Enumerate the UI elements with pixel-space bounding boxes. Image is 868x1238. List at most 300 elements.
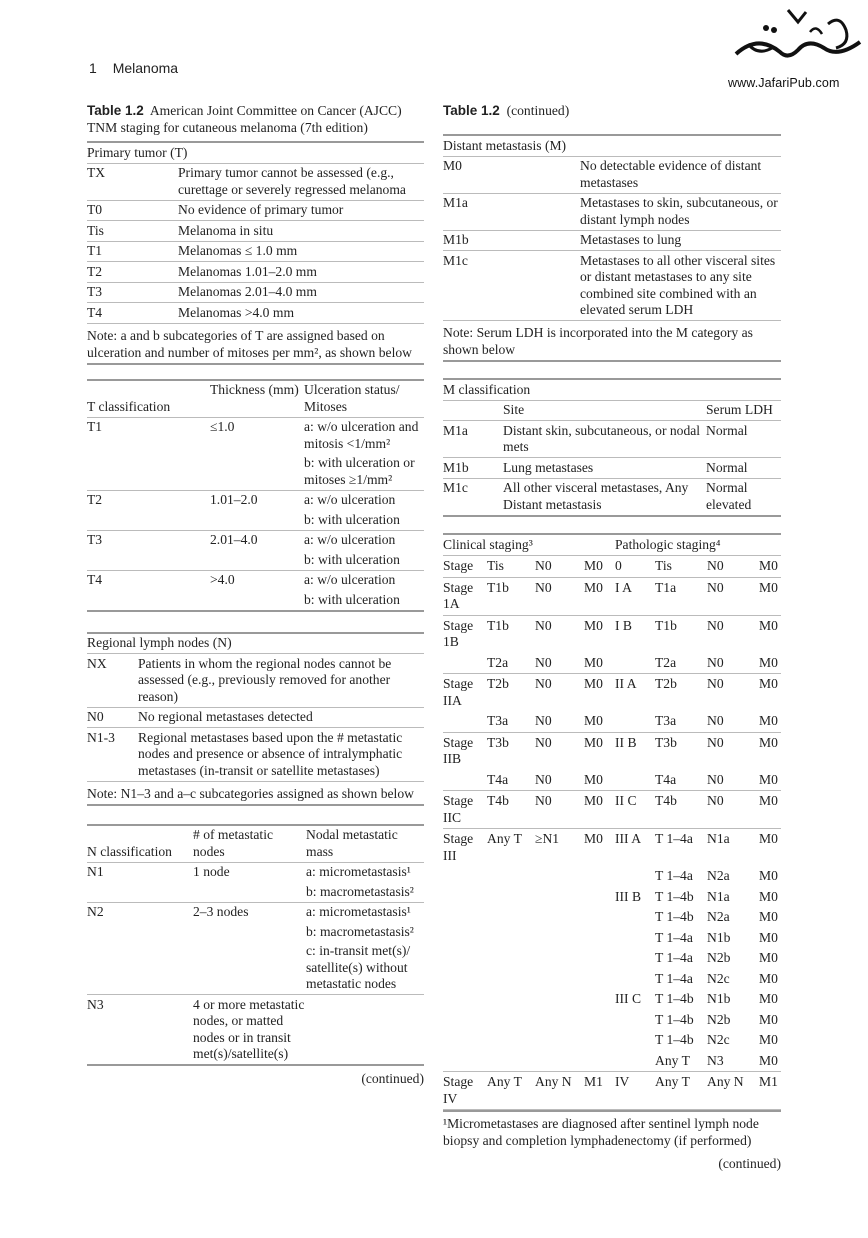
column-header: T classification — [87, 398, 171, 414]
column-header: Site — [503, 402, 525, 417]
cell: b: with ulceration — [304, 511, 400, 527]
column-header: Nodal metastatic mass — [306, 827, 398, 859]
cell — [584, 866, 615, 887]
cell — [87, 922, 193, 942]
cell: Metastases to skin, subcutaneous, or distant lymph nodes — [580, 195, 778, 227]
cell: N1b — [707, 929, 731, 945]
table-row — [443, 907, 781, 928]
table-row — [87, 200, 424, 221]
cell: N0 — [707, 558, 724, 573]
cell: Any T — [655, 1074, 690, 1089]
cell: N2a — [707, 909, 730, 924]
cell — [584, 887, 615, 908]
cell: T2b — [487, 676, 509, 691]
cell: M0 — [759, 793, 778, 808]
cell: I B — [615, 617, 632, 633]
cell: III C — [615, 991, 642, 1006]
table-label: Table 1.2 — [87, 103, 144, 118]
cell: Normal — [706, 422, 748, 438]
cell: Stage — [443, 558, 474, 573]
cell: T 1–4a — [655, 950, 693, 965]
cell — [615, 948, 655, 969]
table-row — [443, 674, 781, 712]
cell: M0 — [759, 676, 778, 691]
cell: N0 — [707, 579, 724, 595]
cell: N0 — [535, 654, 552, 670]
cell: M0 — [759, 950, 778, 965]
cell — [193, 882, 306, 902]
table-row — [87, 882, 424, 902]
cell — [443, 770, 487, 791]
table-row — [443, 948, 781, 969]
cell: Stage IV — [443, 1074, 474, 1106]
cell: Any T — [655, 1052, 690, 1068]
cell: N2c — [707, 970, 730, 986]
cell — [306, 995, 424, 1066]
page-number: 1 — [89, 60, 97, 76]
column-header: # of metastatic nodes — [193, 827, 274, 859]
cell: IV — [615, 1074, 630, 1089]
primary-tumor-table — [87, 141, 424, 365]
cell: M0 — [759, 1032, 778, 1047]
cell: N2b — [707, 950, 731, 965]
cell — [87, 510, 210, 530]
cell: T0 — [87, 202, 103, 217]
cell: N0 — [707, 617, 724, 633]
table-row — [443, 421, 781, 458]
cell: M0 — [759, 929, 778, 945]
cell: M1 — [759, 1074, 778, 1089]
table-row — [443, 829, 781, 867]
running-header — [89, 60, 178, 76]
cell: T3b — [655, 734, 677, 750]
cell — [584, 928, 615, 949]
cell: Regional metastases based upon the # metastatic nodes and presence or absence of intralymphatic metastases (in-transit or satellite metastases) — [138, 729, 403, 778]
table-row — [443, 711, 781, 732]
table-row — [443, 770, 781, 791]
cell: N0 — [535, 579, 552, 595]
table-row — [443, 458, 781, 479]
cell: a: w/o ulceration and mitosis <1/mm² — [304, 419, 419, 451]
table-row — [443, 928, 781, 949]
cell — [535, 928, 584, 949]
cell — [487, 1051, 535, 1072]
cell: M1 — [584, 1074, 603, 1089]
cell: All other visceral metastases, Any Distant metastasis — [503, 480, 689, 512]
table-row — [87, 942, 424, 995]
cell: b: with ulceration — [304, 591, 400, 607]
table-row — [443, 1010, 781, 1031]
cell: b: macrometastasis² — [306, 883, 414, 899]
cell — [210, 454, 304, 491]
cell — [535, 1030, 584, 1051]
cell — [87, 454, 210, 491]
cell: T3 — [87, 284, 103, 299]
cell: III A — [615, 831, 642, 846]
cell: N0 — [707, 734, 724, 750]
table-label: Table 1.2 — [443, 103, 500, 118]
footnote-block — [443, 1110, 781, 1151]
cell — [87, 590, 210, 611]
cell — [535, 887, 584, 908]
table-row — [443, 732, 781, 770]
cell: T 1–4a — [655, 929, 693, 945]
cell — [210, 510, 304, 530]
regional-nodes-table — [87, 632, 424, 806]
cell — [443, 653, 487, 674]
cell: Melanoma in situ — [178, 222, 274, 238]
header-row — [87, 380, 424, 418]
cell: T1b — [487, 579, 509, 595]
staging-table — [443, 533, 781, 1111]
cell: M1a — [443, 422, 468, 438]
cell: M0 — [443, 158, 462, 173]
cell — [535, 1051, 584, 1072]
cell: T4a — [487, 771, 509, 787]
cell — [443, 928, 487, 949]
cell — [487, 866, 535, 887]
cell — [615, 1051, 655, 1072]
cell: N0 — [707, 793, 724, 808]
cell: N0 — [535, 617, 552, 633]
cell: b: macrometastasis² — [306, 923, 414, 939]
cell: N0 — [707, 654, 724, 670]
header-row — [443, 400, 781, 421]
cell: Stage IIB — [443, 734, 474, 766]
calligraphy-logo-icon — [728, 4, 864, 76]
cell: a: w/o ulceration — [304, 572, 396, 587]
cell: 2.01–4.0 — [210, 532, 258, 547]
column-header: Ulceration status/ Mitoses — [304, 382, 400, 414]
table-row — [443, 791, 781, 829]
cell: T 1–4b — [655, 888, 694, 904]
cell: M0 — [759, 771, 778, 787]
cell: T3b — [487, 734, 509, 750]
n-classification-table — [87, 824, 424, 1067]
cell — [487, 907, 535, 928]
cell: Any T — [487, 831, 522, 846]
table-row — [443, 478, 781, 516]
table-row — [87, 303, 424, 324]
cell: Stage 1A — [443, 579, 474, 611]
cell: >4.0 — [210, 572, 235, 587]
cell: T 1–4a — [655, 868, 693, 883]
cell: M1c — [443, 480, 468, 495]
cell: 2–3 nodes — [193, 904, 249, 919]
cell — [210, 590, 304, 611]
cell: M0 — [759, 991, 778, 1006]
cell — [584, 969, 615, 990]
cell: N0 — [535, 713, 552, 728]
cell: N0 — [535, 793, 552, 808]
cell: Normal elevated — [706, 480, 752, 512]
table-row — [443, 230, 781, 251]
cell: T 1–4b — [655, 991, 694, 1006]
cell — [443, 907, 487, 928]
cell: M0 — [759, 831, 778, 846]
cell: T1b — [655, 617, 677, 633]
table-row — [87, 417, 424, 454]
cell: Normal — [706, 459, 748, 475]
cell: Any N — [535, 1074, 572, 1089]
table-caption: American Joint Committee on Cancer (AJCC) TNM staging for cutaneous melanoma (7th edition) — [87, 103, 402, 135]
table-row — [87, 862, 424, 882]
cell: N1a — [707, 831, 730, 846]
distant-metastasis-table — [443, 134, 781, 362]
cell — [615, 653, 655, 674]
cell: N0 — [535, 734, 552, 750]
column-header: N classification — [87, 843, 172, 859]
t-classification-table — [87, 379, 424, 612]
cell — [443, 1010, 487, 1031]
cell: c: in-transit met(s)/ satellite(s) without metastatic nodes — [306, 943, 411, 991]
cell: Any T — [487, 1074, 522, 1089]
cell: T 1–4b — [655, 909, 694, 924]
cell: T4 — [87, 304, 103, 320]
cell — [584, 948, 615, 969]
pathologic-staging-heading: Pathologic staging⁴ — [615, 536, 721, 552]
cell — [615, 711, 655, 732]
cell: M1c — [443, 252, 468, 268]
cell: 4 or more metastatic nodes, or matted nodes or in transit met(s)/satellite(s) — [193, 996, 305, 1061]
publisher-url: www.JafariPub.com — [728, 76, 840, 90]
cell — [615, 866, 655, 887]
cell: T4b — [487, 793, 509, 808]
cell: 1 node — [193, 864, 230, 879]
cell: N2a — [707, 868, 730, 883]
cell: a: w/o ulceration — [304, 532, 396, 547]
table-row — [87, 530, 424, 550]
cell: No regional metastases detected — [138, 709, 313, 724]
table-row — [87, 570, 424, 590]
table-title — [443, 102, 781, 119]
cell: N2c — [707, 1032, 730, 1047]
column-header: Serum LDH — [706, 402, 773, 417]
table-row — [87, 922, 424, 942]
cell: NX — [87, 655, 107, 671]
cell — [584, 989, 615, 1010]
cell — [193, 942, 306, 995]
table-row — [87, 902, 424, 922]
cell: a: micrometastasis¹ — [306, 864, 411, 879]
cell: M0 — [759, 579, 778, 595]
cell — [615, 907, 655, 928]
cell: T1 — [87, 243, 103, 258]
cell: M0 — [759, 970, 778, 986]
cell: M0 — [584, 654, 603, 670]
cell: T4a — [655, 771, 677, 787]
cell: N3 — [87, 996, 104, 1012]
cell: III B — [615, 888, 642, 904]
cell — [584, 1051, 615, 1072]
cell: M0 — [584, 831, 603, 846]
cell — [535, 907, 584, 928]
table-row — [87, 728, 424, 782]
column-header — [443, 400, 503, 421]
cell: Melanomas >4.0 mm — [178, 304, 295, 320]
publisher-logo — [728, 4, 864, 94]
table-row — [443, 1051, 781, 1072]
cell — [443, 711, 487, 732]
cell: M0 — [584, 558, 603, 573]
cell: Stage III — [443, 831, 474, 863]
cell: N2 — [87, 904, 104, 919]
cell: N1-3 — [87, 729, 115, 745]
cell: a: w/o ulceration — [304, 492, 396, 507]
cell: b: with ulceration or mitoses ≥1/mm² — [304, 455, 415, 487]
cell: N2b — [707, 1011, 731, 1027]
cell — [443, 1051, 487, 1072]
cell: 0 — [615, 558, 622, 573]
cell: N0 — [535, 676, 552, 691]
cell: M1b — [443, 232, 469, 247]
cell: T1a — [655, 579, 677, 595]
section-heading: M classification — [443, 381, 531, 397]
table-row — [87, 241, 424, 262]
table-row — [87, 262, 424, 283]
cell: T 1–4a — [655, 970, 693, 986]
cell: M0 — [759, 1052, 778, 1068]
cell: Any N — [707, 1074, 744, 1089]
cell — [487, 928, 535, 949]
table-row — [87, 221, 424, 242]
cell: No evidence of primary tumor — [178, 202, 344, 217]
cell — [443, 989, 487, 1010]
cell — [615, 1010, 655, 1031]
cell: T2a — [487, 654, 509, 670]
footnote: ¹Micrometastases are diagnosed after sentinel lymph node biopsy and completion lymphadenectomy (if performed) — [443, 1116, 759, 1148]
cell — [487, 1010, 535, 1031]
table-note: Note: Serum LDH is incorporated into the M category as shown below — [443, 325, 753, 357]
table-row — [443, 1030, 781, 1051]
header-row — [87, 825, 424, 863]
cell: Distant skin, subcutaneous, or nodal mets — [503, 422, 701, 454]
cell: Patients in whom the regional nodes cannot be assessed (e.g., previously removed for another reason) — [138, 655, 392, 704]
cell: T 1–4b — [655, 1011, 694, 1027]
cell: Melanomas 1.01–2.0 mm — [178, 263, 317, 279]
table-row — [87, 163, 424, 200]
cell: M1b — [443, 459, 469, 475]
cell: T3a — [487, 713, 509, 728]
cell — [87, 550, 210, 570]
cell: II B — [615, 734, 637, 750]
cell: N0 — [707, 713, 724, 728]
table-row — [87, 490, 424, 510]
cell: M0 — [759, 713, 778, 728]
cell: T 1–4a — [655, 831, 693, 846]
cell: T1b — [487, 617, 509, 633]
cell — [615, 969, 655, 990]
cell: T 1–4b — [655, 1032, 694, 1047]
cell: N0 — [707, 676, 724, 691]
table-row — [443, 251, 781, 321]
cell — [584, 907, 615, 928]
cell: I A — [615, 579, 632, 595]
table-row — [443, 866, 781, 887]
cell — [443, 1030, 487, 1051]
cell: T2a — [655, 654, 677, 670]
cell: M0 — [584, 617, 603, 633]
cell: b: with ulceration — [304, 551, 400, 567]
cell: T1 — [87, 419, 103, 434]
cell — [210, 550, 304, 570]
cell — [193, 922, 306, 942]
cell: M0 — [759, 909, 778, 924]
cell — [535, 1010, 584, 1031]
table-row — [443, 1072, 781, 1110]
table-row — [443, 577, 781, 615]
table-row — [443, 193, 781, 230]
table-row — [443, 556, 781, 578]
cell — [487, 948, 535, 969]
cell: N0 — [535, 771, 552, 787]
cell: Stage IIC — [443, 793, 474, 825]
cell: a: micrometastasis¹ — [306, 904, 411, 919]
section-heading: Primary tumor (T) — [87, 144, 188, 160]
cell: Tis — [655, 558, 672, 573]
cell: T2 — [87, 263, 103, 279]
cell: Tis — [87, 222, 104, 238]
table-row — [87, 590, 424, 611]
section-heading: Regional lymph nodes (N) — [87, 635, 232, 650]
cell: M0 — [584, 676, 603, 691]
cell: No detectable evidence of distant metastases — [580, 158, 762, 190]
section-heading: Distant metastasis (M) — [443, 137, 567, 153]
header-row — [443, 534, 781, 556]
table-row — [443, 156, 781, 193]
cell — [443, 969, 487, 990]
cell: Melanomas ≤ 1.0 mm — [178, 243, 298, 258]
table-row — [443, 969, 781, 990]
cell: M0 — [759, 617, 778, 633]
table-title — [87, 102, 424, 136]
cell: M0 — [759, 1011, 778, 1027]
chapter-title: Melanoma — [112, 60, 179, 76]
cell — [487, 969, 535, 990]
cell: M0 — [584, 579, 603, 595]
cell — [584, 1030, 615, 1051]
cell — [535, 969, 584, 990]
cell — [615, 770, 655, 791]
cell: M0 — [584, 793, 603, 808]
table-row — [443, 615, 781, 653]
cell: T4 — [87, 572, 103, 587]
cell: N1b — [707, 991, 731, 1006]
table-row — [87, 510, 424, 530]
continued-label: (continued) — [718, 1156, 781, 1171]
cell — [535, 948, 584, 969]
continued-label: (continued) — [361, 1071, 424, 1086]
cell — [615, 1030, 655, 1051]
cell: T3 — [87, 532, 103, 547]
cell: M0 — [584, 771, 603, 787]
cell — [87, 882, 193, 902]
cell: Primary tumor cannot be assessed (e.g., curettage or severely regressed melanoma — [178, 165, 406, 197]
cell: TX — [87, 165, 106, 180]
cell: Tis — [487, 558, 504, 573]
cell: M1a — [443, 195, 468, 210]
cell: ≤1.0 — [210, 419, 235, 434]
cell: Stage IIA — [443, 676, 474, 708]
table-row — [443, 989, 781, 1010]
cell — [87, 942, 193, 995]
cell — [487, 989, 535, 1010]
cell — [535, 866, 584, 887]
cell — [487, 1030, 535, 1051]
cell — [535, 989, 584, 1010]
cell: Stage 1B — [443, 617, 474, 649]
cell: N0 — [707, 771, 724, 787]
